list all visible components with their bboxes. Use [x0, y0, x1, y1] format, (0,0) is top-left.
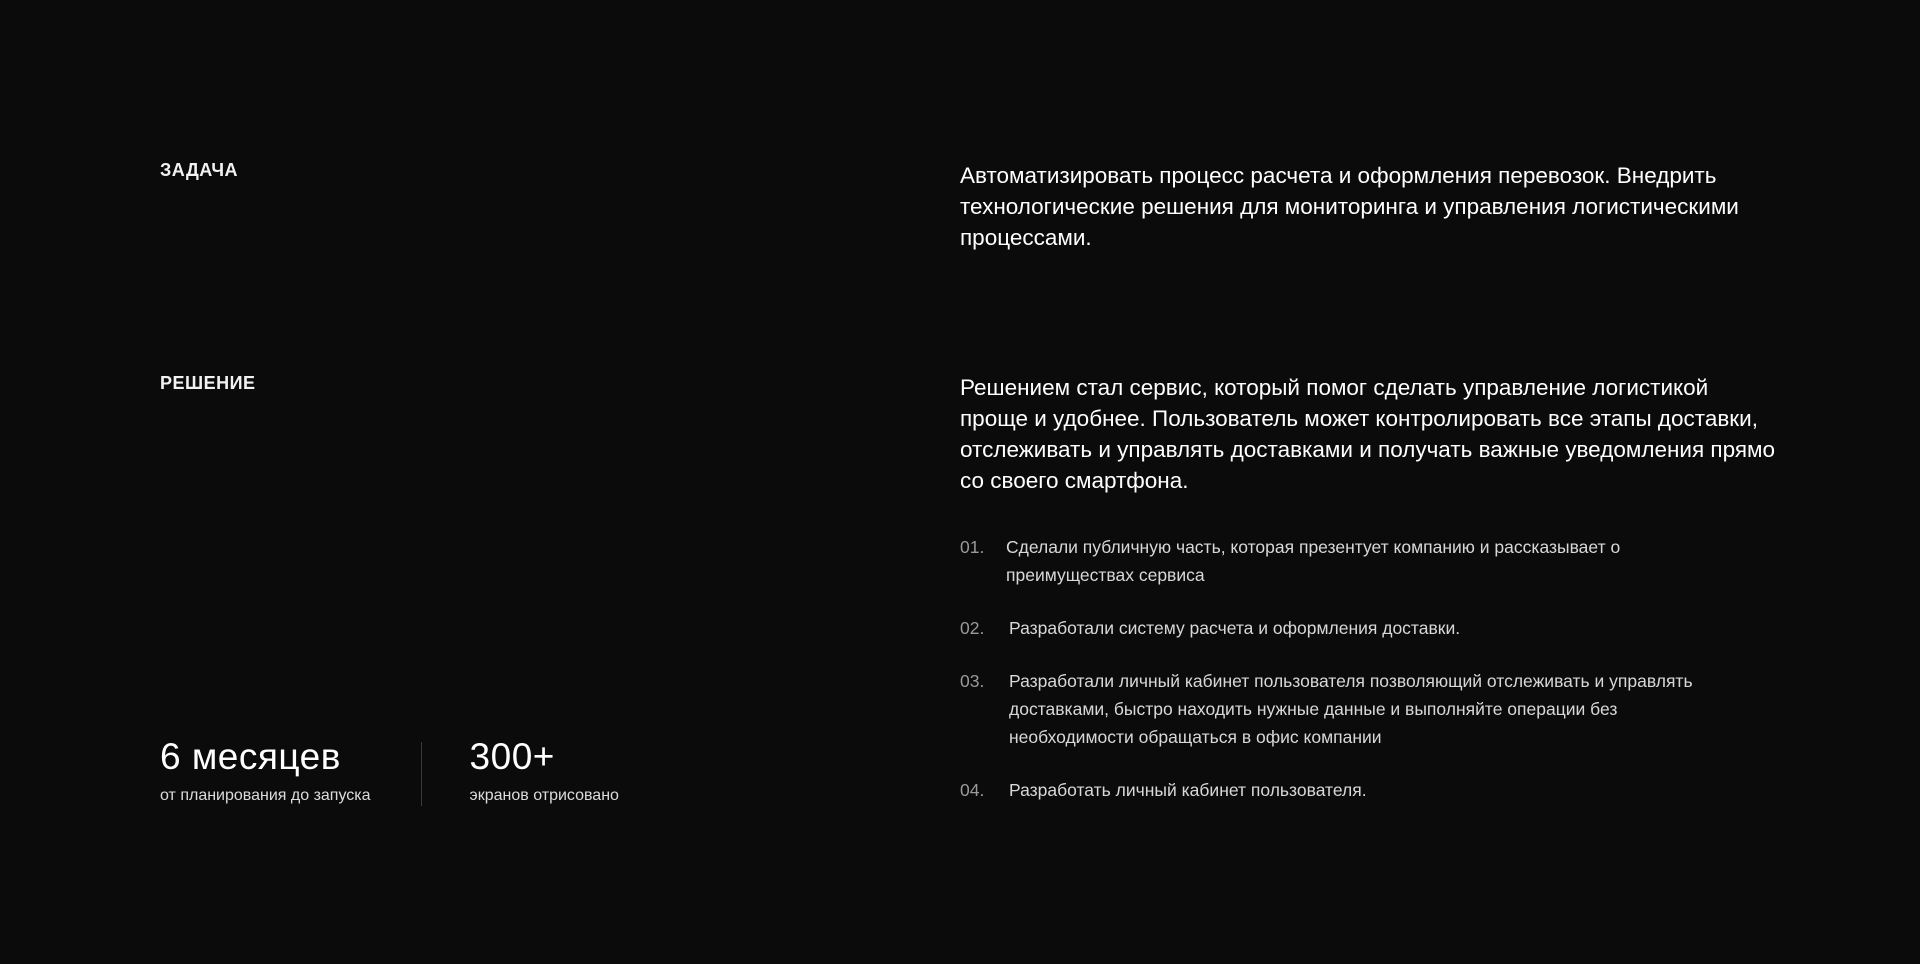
stats-divider [421, 742, 422, 806]
solution-list [960, 533, 1740, 804]
solution-heading: РЕШЕНИЕ [160, 373, 256, 393]
stat-duration [160, 736, 371, 806]
list-item-text: Сделали публичную часть, которая презентует компанию и рассказывает о преимуществах сервиса [1006, 537, 1621, 585]
list-item [960, 667, 1740, 751]
list-item-text: Разработали систему расчета и оформления доставки. [1009, 618, 1461, 638]
stat-screens-caption: экранов отрисовано [469, 787, 619, 804]
stats-block [160, 736, 619, 806]
list-item-number: 04. [960, 780, 985, 800]
list-item-number: 01. [960, 537, 985, 557]
stat-duration-value: 6 месяцев [160, 736, 341, 777]
list-item-number: 02. [960, 618, 985, 638]
task-description: Автоматизировать процесс расчета и оформления перевозок. Внедрить технологические решения для мониторинга и управления логистическими процессами. [960, 163, 1739, 250]
list-item-text: Разработали личный кабинет пользователя позволяющий отслеживать и управлять доставками, быстро находить нужные данные и выполняйте операции без необходимости обращаться в офис компании [1009, 671, 1693, 747]
solution-description: Решением стал сервис, который помог сделать управление логистикой проще и удобнее. Пользователь может контролировать все этапы доставки, отслеживать и управлять доставками и получать важные уведомления прямо со своего смартфона. [960, 375, 1775, 493]
stat-duration-caption: от планирования до запуска [160, 787, 371, 804]
list-item-text: Разработать личный кабинет пользователя. [1009, 780, 1367, 800]
stat-screens-value: 300+ [469, 736, 555, 777]
task-heading: ЗАДАЧА [160, 160, 239, 180]
list-item [960, 776, 1740, 804]
stat-screens [470, 736, 619, 806]
list-item-number: 03. [960, 671, 985, 691]
list-item [960, 533, 1740, 589]
list-item [960, 614, 1740, 642]
